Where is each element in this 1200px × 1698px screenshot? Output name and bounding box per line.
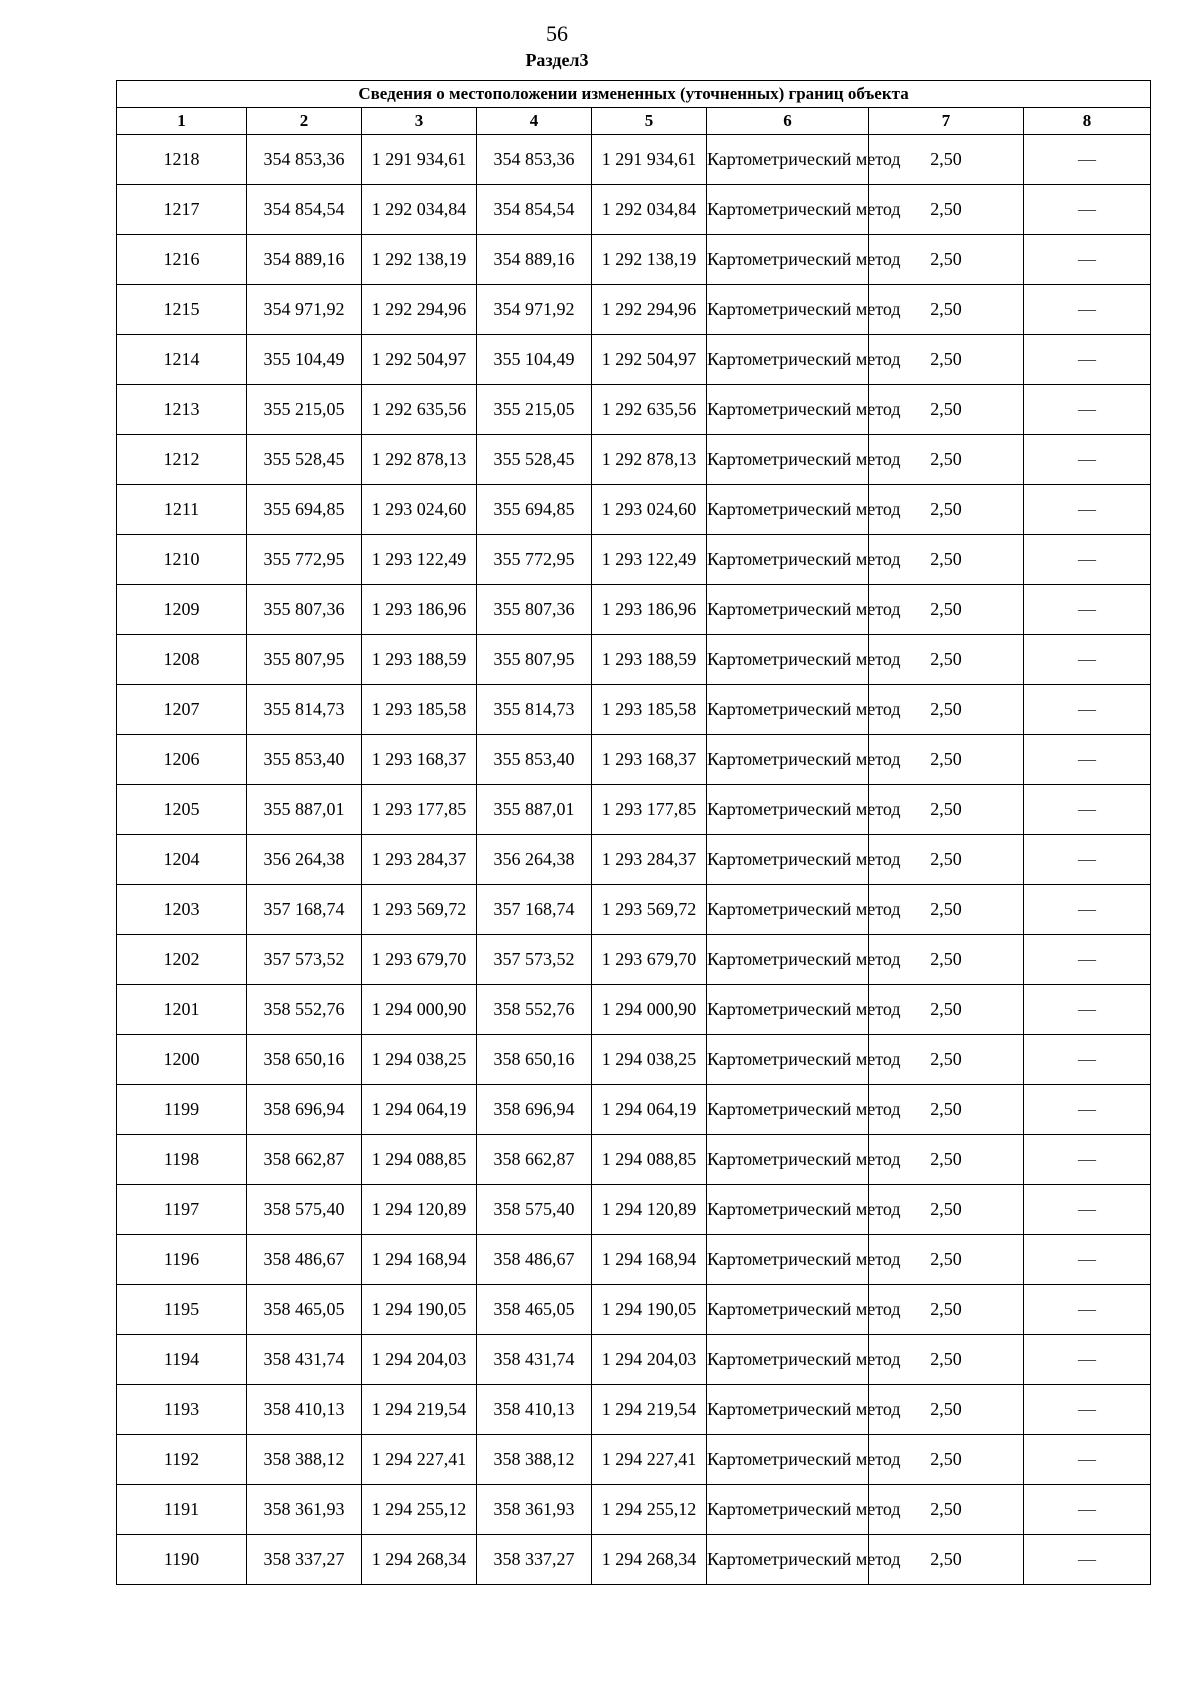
cell-method: Картометрический метод <box>707 1185 869 1235</box>
cell-x-new: 358 410,13 <box>477 1385 592 1435</box>
column-number: 8 <box>1024 108 1151 135</box>
cell-description: — <box>1024 1135 1151 1185</box>
cell-y-old: 1 294 120,89 <box>362 1185 477 1235</box>
cell-y-old: 1 293 186,96 <box>362 585 477 635</box>
cell-x-new: 354 889,16 <box>477 235 592 285</box>
cell-y-new: 1 294 168,94 <box>592 1235 707 1285</box>
cell-x-new: 358 575,40 <box>477 1185 592 1235</box>
cell-accuracy: 2,50 <box>869 385 1024 435</box>
cell-method: Картометрический метод <box>707 685 869 735</box>
cell-point-number: 1190 <box>117 1535 247 1585</box>
cell-x-old: 355 807,36 <box>247 585 362 635</box>
cell-y-old: 1 294 268,34 <box>362 1535 477 1585</box>
column-number: 3 <box>362 108 477 135</box>
cell-x-new: 355 807,95 <box>477 635 592 685</box>
cell-accuracy: 2,50 <box>869 1485 1024 1535</box>
cell-x-new: 355 694,85 <box>477 485 592 535</box>
cell-accuracy: 2,50 <box>869 235 1024 285</box>
cell-description: — <box>1024 1035 1151 1085</box>
table-row <box>117 1285 1151 1335</box>
cell-y-old: 1 294 088,85 <box>362 1135 477 1185</box>
cell-x-new: 358 552,76 <box>477 985 592 1035</box>
cell-method: Картометрический метод <box>707 235 869 285</box>
table-row <box>117 185 1151 235</box>
cell-y-old: 1 294 064,19 <box>362 1085 477 1135</box>
cell-accuracy: 2,50 <box>869 685 1024 735</box>
cell-y-old: 1 293 569,72 <box>362 885 477 935</box>
column-number-row <box>117 108 1151 135</box>
table-row <box>117 1435 1151 1485</box>
cell-y-new: 1 294 268,34 <box>592 1535 707 1585</box>
table-row <box>117 1035 1151 1085</box>
cell-x-old: 355 807,95 <box>247 635 362 685</box>
cell-method: Картометрический метод <box>707 1535 869 1585</box>
cell-description: — <box>1024 1435 1151 1485</box>
table-row <box>117 735 1151 785</box>
cell-x-new: 354 971,92 <box>477 285 592 335</box>
cell-accuracy: 2,50 <box>869 1535 1024 1585</box>
cell-accuracy: 2,50 <box>869 1085 1024 1135</box>
cell-accuracy: 2,50 <box>869 1185 1024 1235</box>
cell-method: Картометрический метод <box>707 1385 869 1435</box>
cell-x-old: 358 650,16 <box>247 1035 362 1085</box>
table-row <box>117 635 1151 685</box>
cell-y-old: 1 294 219,54 <box>362 1385 477 1435</box>
cell-y-new: 1 293 122,49 <box>592 535 707 585</box>
cell-x-new: 355 772,95 <box>477 535 592 585</box>
cell-point-number: 1203 <box>117 885 247 935</box>
cell-x-old: 358 337,27 <box>247 1535 362 1585</box>
cell-y-old: 1 294 190,05 <box>362 1285 477 1335</box>
cell-description: — <box>1024 1085 1151 1135</box>
cell-method: Картометрический метод <box>707 985 869 1035</box>
cell-y-new: 1 294 190,05 <box>592 1285 707 1335</box>
cell-x-new: 355 215,05 <box>477 385 592 435</box>
cell-y-new: 1 293 177,85 <box>592 785 707 835</box>
cell-method: Картометрический метод <box>707 1235 869 1285</box>
cell-method: Картометрический метод <box>707 835 869 885</box>
cell-description: — <box>1024 535 1151 585</box>
cell-accuracy: 2,50 <box>869 185 1024 235</box>
cell-description: — <box>1024 485 1151 535</box>
cell-description: — <box>1024 685 1151 735</box>
cell-accuracy: 2,50 <box>869 785 1024 835</box>
table-caption: Сведения о местоположении измененных (уточненных) границ объекта <box>117 81 1151 108</box>
cell-x-new: 355 814,73 <box>477 685 592 735</box>
cell-method: Картометрический метод <box>707 185 869 235</box>
cell-description: — <box>1024 735 1151 785</box>
cell-y-new: 1 294 000,90 <box>592 985 707 1035</box>
cell-point-number: 1209 <box>117 585 247 635</box>
cell-accuracy: 2,50 <box>869 1285 1024 1335</box>
table-row <box>117 985 1151 1035</box>
boundary-coordinates-table <box>116 80 1151 1585</box>
cell-description: — <box>1024 585 1151 635</box>
cell-point-number: 1194 <box>117 1335 247 1385</box>
cell-accuracy: 2,50 <box>869 1385 1024 1435</box>
cell-y-old: 1 293 679,70 <box>362 935 477 985</box>
cell-y-new: 1 294 227,41 <box>592 1435 707 1485</box>
cell-description: — <box>1024 1485 1151 1535</box>
cell-y-new: 1 292 138,19 <box>592 235 707 285</box>
cell-x-old: 354 971,92 <box>247 285 362 335</box>
cell-point-number: 1197 <box>117 1185 247 1235</box>
table-row <box>117 1485 1151 1535</box>
cell-y-old: 1 294 038,25 <box>362 1035 477 1085</box>
cell-accuracy: 2,50 <box>869 485 1024 535</box>
cell-accuracy: 2,50 <box>869 985 1024 1035</box>
cell-point-number: 1198 <box>117 1135 247 1185</box>
cell-accuracy: 2,50 <box>869 585 1024 635</box>
cell-x-new: 357 573,52 <box>477 935 592 985</box>
table-body <box>117 135 1151 1585</box>
table-row <box>117 435 1151 485</box>
cell-description: — <box>1024 785 1151 835</box>
cell-y-new: 1 292 294,96 <box>592 285 707 335</box>
cell-y-old: 1 293 168,37 <box>362 735 477 785</box>
cell-point-number: 1200 <box>117 1035 247 1085</box>
cell-x-old: 358 361,93 <box>247 1485 362 1535</box>
cell-description: — <box>1024 1385 1151 1435</box>
cell-y-new: 1 292 504,97 <box>592 335 707 385</box>
cell-method: Картометрический метод <box>707 1285 869 1335</box>
cell-x-old: 356 264,38 <box>247 835 362 885</box>
cell-point-number: 1206 <box>117 735 247 785</box>
cell-method: Картометрический метод <box>707 785 869 835</box>
cell-x-new: 358 465,05 <box>477 1285 592 1335</box>
cell-point-number: 1212 <box>117 435 247 485</box>
cell-point-number: 1210 <box>117 535 247 585</box>
cell-point-number: 1214 <box>117 335 247 385</box>
cell-y-new: 1 294 038,25 <box>592 1035 707 1085</box>
cell-description: — <box>1024 1535 1151 1585</box>
page-number: 56 <box>546 21 568 46</box>
column-number: 7 <box>869 108 1024 135</box>
cell-accuracy: 2,50 <box>869 535 1024 585</box>
cell-y-new: 1 294 204,03 <box>592 1335 707 1385</box>
cell-x-old: 358 575,40 <box>247 1185 362 1235</box>
cell-x-old: 358 410,13 <box>247 1385 362 1435</box>
cell-description: — <box>1024 385 1151 435</box>
cell-point-number: 1191 <box>117 1485 247 1535</box>
cell-method: Картометрический метод <box>707 1085 869 1135</box>
cell-method: Картометрический метод <box>707 935 869 985</box>
cell-point-number: 1207 <box>117 685 247 735</box>
cell-y-new: 1 293 569,72 <box>592 885 707 935</box>
cell-point-number: 1216 <box>117 235 247 285</box>
cell-method: Картометрический метод <box>707 635 869 685</box>
cell-y-old: 1 292 878,13 <box>362 435 477 485</box>
cell-point-number: 1195 <box>117 1285 247 1335</box>
cell-description: — <box>1024 335 1151 385</box>
cell-x-old: 355 694,85 <box>247 485 362 535</box>
cell-point-number: 1217 <box>117 185 247 235</box>
table-row <box>117 1535 1151 1585</box>
cell-x-new: 358 361,93 <box>477 1485 592 1535</box>
cell-point-number: 1196 <box>117 1235 247 1285</box>
table-row <box>117 885 1151 935</box>
cell-y-old: 1 293 024,60 <box>362 485 477 535</box>
cell-accuracy: 2,50 <box>869 935 1024 985</box>
cell-y-new: 1 293 679,70 <box>592 935 707 985</box>
cell-method: Картометрический метод <box>707 1335 869 1385</box>
cell-point-number: 1213 <box>117 385 247 435</box>
cell-description: — <box>1024 1185 1151 1235</box>
cell-y-old: 1 293 284,37 <box>362 835 477 885</box>
cell-y-new: 1 294 255,12 <box>592 1485 707 1535</box>
cell-accuracy: 2,50 <box>869 635 1024 685</box>
cell-y-old: 1 292 138,19 <box>362 235 477 285</box>
cell-x-old: 358 662,87 <box>247 1135 362 1185</box>
cell-x-new: 355 807,36 <box>477 585 592 635</box>
cell-x-old: 355 528,45 <box>247 435 362 485</box>
cell-y-new: 1 294 064,19 <box>592 1085 707 1135</box>
cell-point-number: 1192 <box>117 1435 247 1485</box>
cell-accuracy: 2,50 <box>869 885 1024 935</box>
column-number: 5 <box>592 108 707 135</box>
cell-point-number: 1193 <box>117 1385 247 1435</box>
cell-y-old: 1 293 188,59 <box>362 635 477 685</box>
cell-x-new: 358 486,67 <box>477 1235 592 1285</box>
cell-x-old: 358 696,94 <box>247 1085 362 1135</box>
cell-method: Картометрический метод <box>707 885 869 935</box>
cell-description: — <box>1024 1335 1151 1385</box>
cell-method: Картометрический метод <box>707 585 869 635</box>
cell-description: — <box>1024 285 1151 335</box>
cell-y-new: 1 292 878,13 <box>592 435 707 485</box>
cell-y-new: 1 293 188,59 <box>592 635 707 685</box>
cell-method: Картометрический метод <box>707 135 869 185</box>
cell-description: — <box>1024 235 1151 285</box>
table-row <box>117 835 1151 885</box>
cell-y-old: 1 294 255,12 <box>362 1485 477 1535</box>
cell-method: Картометрический метод <box>707 735 869 785</box>
cell-y-old: 1 294 204,03 <box>362 1335 477 1385</box>
table-row <box>117 1085 1151 1135</box>
cell-accuracy: 2,50 <box>869 435 1024 485</box>
table-row <box>117 135 1151 185</box>
table-row <box>117 1235 1151 1285</box>
cell-accuracy: 2,50 <box>869 835 1024 885</box>
cell-x-old: 354 889,16 <box>247 235 362 285</box>
table-row <box>117 785 1151 835</box>
cell-y-new: 1 293 024,60 <box>592 485 707 535</box>
cell-point-number: 1205 <box>117 785 247 835</box>
cell-method: Картометрический метод <box>707 1035 869 1085</box>
column-number: 6 <box>707 108 869 135</box>
cell-y-new: 1 293 185,58 <box>592 685 707 735</box>
cell-y-new: 1 293 168,37 <box>592 735 707 785</box>
cell-x-new: 357 168,74 <box>477 885 592 935</box>
cell-method: Картометрический метод <box>707 285 869 335</box>
cell-point-number: 1202 <box>117 935 247 985</box>
cell-x-old: 357 168,74 <box>247 885 362 935</box>
cell-point-number: 1208 <box>117 635 247 685</box>
cell-description: — <box>1024 635 1151 685</box>
cell-y-old: 1 292 504,97 <box>362 335 477 385</box>
cell-accuracy: 2,50 <box>869 335 1024 385</box>
cell-x-old: 354 854,54 <box>247 185 362 235</box>
cell-accuracy: 2,50 <box>869 135 1024 185</box>
cell-point-number: 1218 <box>117 135 247 185</box>
table-row <box>117 335 1151 385</box>
cell-x-old: 358 465,05 <box>247 1285 362 1335</box>
cell-x-new: 358 337,27 <box>477 1535 592 1585</box>
cell-y-old: 1 292 635,56 <box>362 385 477 435</box>
cell-y-old: 1 291 934,61 <box>362 135 477 185</box>
cell-y-new: 1 292 034,84 <box>592 185 707 235</box>
cell-x-old: 358 486,67 <box>247 1235 362 1285</box>
cell-y-new: 1 291 934,61 <box>592 135 707 185</box>
cell-point-number: 1204 <box>117 835 247 885</box>
cell-x-old: 355 215,05 <box>247 385 362 435</box>
cell-x-old: 355 772,95 <box>247 535 362 585</box>
cell-y-old: 1 292 294,96 <box>362 285 477 335</box>
cell-x-old: 355 853,40 <box>247 735 362 785</box>
cell-description: — <box>1024 1285 1151 1335</box>
table-row <box>117 385 1151 435</box>
cell-method: Картометрический метод <box>707 435 869 485</box>
cell-y-old: 1 294 000,90 <box>362 985 477 1035</box>
cell-x-old: 355 814,73 <box>247 685 362 735</box>
cell-x-new: 358 431,74 <box>477 1335 592 1385</box>
cell-x-new: 355 887,01 <box>477 785 592 835</box>
table-row <box>117 585 1151 635</box>
cell-y-new: 1 293 284,37 <box>592 835 707 885</box>
cell-y-new: 1 294 120,89 <box>592 1185 707 1235</box>
cell-description: — <box>1024 985 1151 1035</box>
table-row <box>117 935 1151 985</box>
cell-x-old: 355 104,49 <box>247 335 362 385</box>
table-row <box>117 285 1151 335</box>
cell-point-number: 1199 <box>117 1085 247 1135</box>
cell-x-new: 358 388,12 <box>477 1435 592 1485</box>
table-row <box>117 485 1151 535</box>
cell-x-new: 355 104,49 <box>477 335 592 385</box>
cell-x-old: 354 853,36 <box>247 135 362 185</box>
cell-x-new: 355 853,40 <box>477 735 592 785</box>
table-row <box>117 685 1151 735</box>
cell-y-old: 1 293 177,85 <box>362 785 477 835</box>
table-row <box>117 1335 1151 1385</box>
cell-accuracy: 2,50 <box>869 1135 1024 1185</box>
cell-accuracy: 2,50 <box>869 1335 1024 1385</box>
cell-accuracy: 2,50 <box>869 735 1024 785</box>
cell-y-old: 1 294 168,94 <box>362 1235 477 1285</box>
cell-description: — <box>1024 835 1151 885</box>
table-row <box>117 235 1151 285</box>
cell-x-new: 354 854,54 <box>477 185 592 235</box>
cell-x-old: 358 552,76 <box>247 985 362 1035</box>
cell-y-old: 1 292 034,84 <box>362 185 477 235</box>
cell-x-new: 358 662,87 <box>477 1135 592 1185</box>
cell-accuracy: 2,50 <box>869 1035 1024 1085</box>
cell-description: — <box>1024 135 1151 185</box>
cell-x-old: 357 573,52 <box>247 935 362 985</box>
cell-method: Картометрический метод <box>707 535 869 585</box>
cell-description: — <box>1024 435 1151 485</box>
cell-description: — <box>1024 1235 1151 1285</box>
cell-x-old: 358 431,74 <box>247 1335 362 1385</box>
cell-y-new: 1 292 635,56 <box>592 385 707 435</box>
cell-y-new: 1 293 186,96 <box>592 585 707 635</box>
cell-x-new: 358 650,16 <box>477 1035 592 1085</box>
cell-y-old: 1 293 122,49 <box>362 535 477 585</box>
cell-method: Картометрический метод <box>707 1135 869 1185</box>
cell-y-old: 1 294 227,41 <box>362 1435 477 1485</box>
cell-y-new: 1 294 219,54 <box>592 1385 707 1435</box>
cell-x-old: 355 887,01 <box>247 785 362 835</box>
cell-x-new: 355 528,45 <box>477 435 592 485</box>
cell-method: Картометрический метод <box>707 335 869 385</box>
cell-method: Картометрический метод <box>707 385 869 435</box>
cell-point-number: 1215 <box>117 285 247 335</box>
cell-y-new: 1 294 088,85 <box>592 1135 707 1185</box>
cell-accuracy: 2,50 <box>869 1435 1024 1485</box>
column-number: 1 <box>117 108 247 135</box>
cell-point-number: 1211 <box>117 485 247 535</box>
cell-accuracy: 2,50 <box>869 285 1024 335</box>
section-title: Раздел3 <box>525 50 589 70</box>
cell-point-number: 1201 <box>117 985 247 1035</box>
column-number: 2 <box>247 108 362 135</box>
table-row <box>117 1385 1151 1435</box>
cell-method: Картометрический метод <box>707 1435 869 1485</box>
cell-y-old: 1 293 185,58 <box>362 685 477 735</box>
cell-description: — <box>1024 185 1151 235</box>
cell-x-new: 358 696,94 <box>477 1085 592 1135</box>
cell-description: — <box>1024 935 1151 985</box>
column-number: 4 <box>477 108 592 135</box>
table-row <box>117 1185 1151 1235</box>
table-row <box>117 535 1151 585</box>
cell-x-new: 354 853,36 <box>477 135 592 185</box>
cell-method: Картометрический метод <box>707 485 869 535</box>
cell-accuracy: 2,50 <box>869 1235 1024 1285</box>
cell-description: — <box>1024 885 1151 935</box>
cell-x-old: 358 388,12 <box>247 1435 362 1485</box>
cell-method: Картометрический метод <box>707 1485 869 1535</box>
cell-x-new: 356 264,38 <box>477 835 592 885</box>
table-row <box>117 1135 1151 1185</box>
